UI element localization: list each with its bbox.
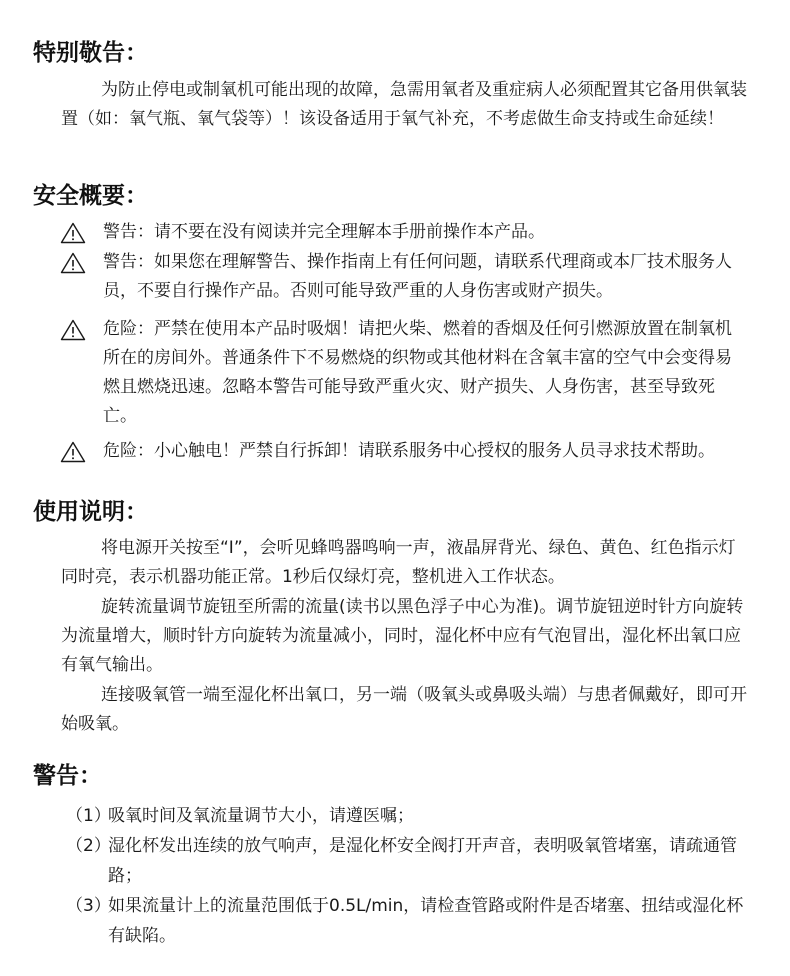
warning-triangle-icon	[60, 319, 86, 341]
usage-paragraph	[61, 534, 751, 592]
warning-item-number: （2）	[66, 836, 111, 856]
safety-summary-heading: 安全概要：	[33, 183, 148, 209]
warning-triangle-icon	[60, 441, 86, 463]
warning-item-number: （1）	[66, 806, 111, 826]
special-notice-paragraph	[61, 76, 751, 134]
safety-warning-text: 警告：请不要在没有阅读并完全理解本手册前操作本产品。	[103, 222, 545, 242]
safety-danger-text: 危险：严禁在使用本产品时吸烟！请把火柴、燃着的香烟及任何引燃源放置在制氧机所在的房间外。普通条件下不易燃烧的织物或其他材料在含氧丰富的空气中会变得易燃且燃烧迅速。忽略本警告可能导致严重火灾、财产损失、人身伤害，甚至导致死亡。	[103, 319, 732, 426]
safety-danger-text: 危险：小心触电！严禁自行拆卸！请联系服务中心授权的服务人员寻求技术帮助。	[103, 441, 715, 461]
usage-instructions-heading: 使用说明：	[33, 499, 148, 525]
warning-item-number: （3）	[66, 896, 111, 916]
usage-paragraph-text: 旋转流量调节旋钮至所需的流量(读书以黑色浮子中心为准)。调节旋钮逆时针方向旋转为流量增大，顺时针方向旋转为流量减小，同时，湿化杯中应有气泡冒出，湿化杯出氧口应有氧气输出。	[61, 597, 744, 675]
usage-paragraph	[61, 681, 751, 739]
warning-triangle-icon	[60, 222, 86, 244]
usage-paragraph-text: 将电源开关按至“I”，会听见蜂鸣器鸣响一声，液晶屏背光、绿色、黄色、红色指示灯同时亮，表示机器功能正常。1秒后仅绿灯亮，整机进入工作状态。	[61, 538, 736, 587]
usage-paragraph	[61, 593, 751, 680]
usage-paragraph-text: 连接吸氧管一端至湿化杯出氧口，另一端（吸氧头或鼻吸头端）与患者佩戴好，即可开始吸氧。	[61, 685, 747, 734]
safety-warning-text: 警告：如果您在理解警告、操作指南上有任何问题，请联系代理商或本厂技术服务人员，不要自行操作产品。否则可能导致严重的人身伤害或财产损失。	[103, 252, 732, 301]
warning-triangle-icon	[60, 252, 86, 274]
special-notice-heading: 特别敬告：	[33, 40, 148, 66]
special-notice-text: 为防止停电或制氧机可能出现的故障，急需用氧者及重症病人必须配置其它备用供氧装置（如：氧气瓶、氧气袋等）！该设备适用于氧气补充，不考虑做生命支持或生命延续！	[61, 80, 747, 129]
warning-item-text: 如果流量计上的流量范围低于0.5L/min，请检查管路或附件是否堵塞、扭结或湿化杯有缺陷。	[108, 896, 744, 946]
warning-item-text: 吸氧时间及氧流量调节大小，请遵医嘱；	[108, 806, 414, 826]
warning-item-text: 湿化杯发出连续的放气响声，是湿化杯安全阀打开声音，表明吸氧管堵塞，请疏通管路；	[108, 836, 737, 886]
warning-heading: 警告：	[33, 763, 102, 789]
